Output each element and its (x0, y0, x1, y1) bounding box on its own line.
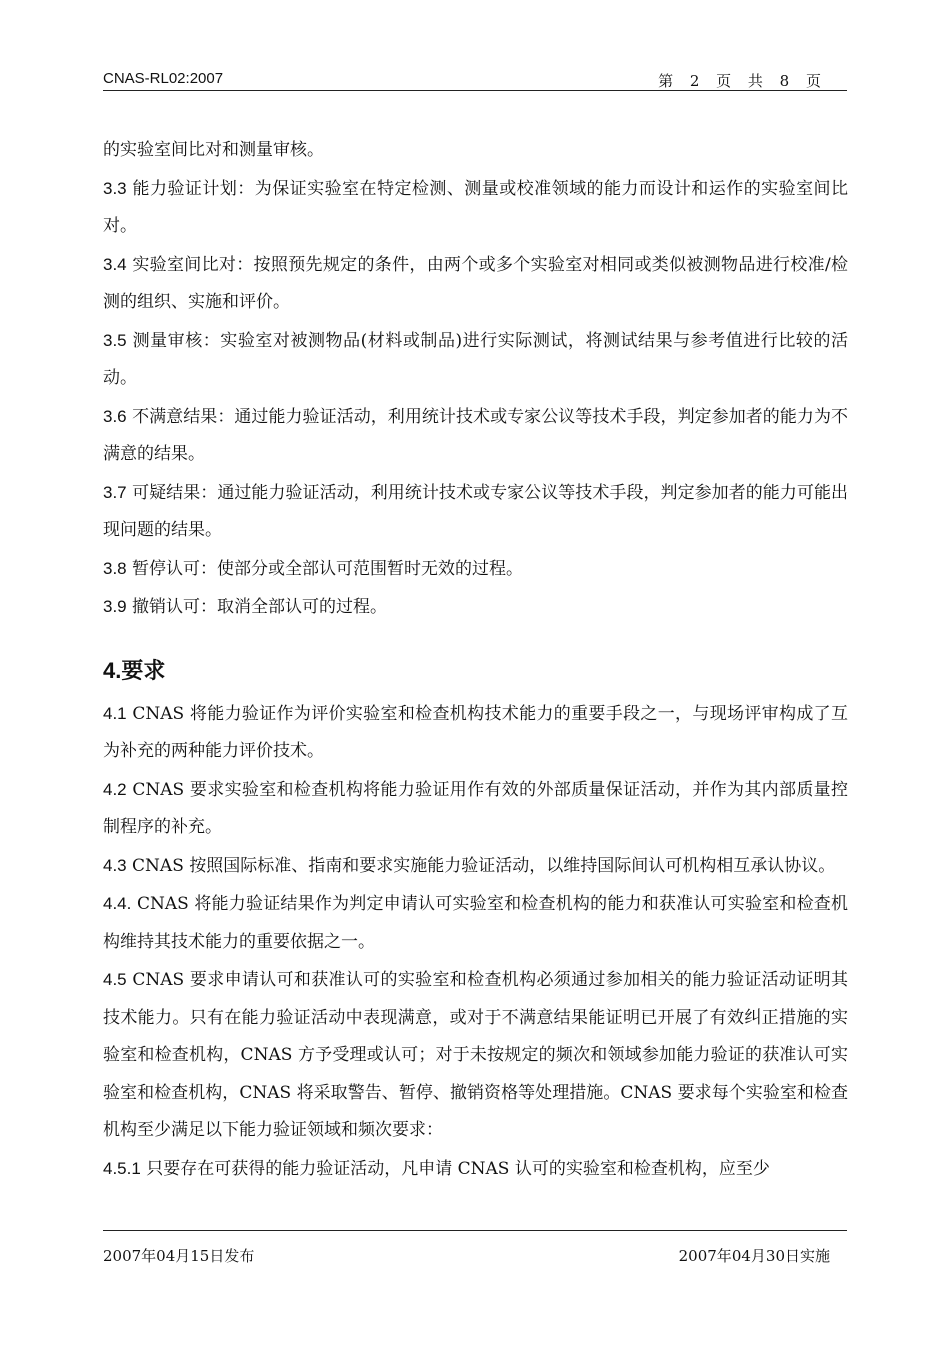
clause-text: CNAS 按照国际标准、指南和要求实施能力验证活动，以维持国际间认可机构相互承认协议。 (132, 855, 836, 876)
clause-item (103, 885, 848, 961)
clause-number: 3.3 (103, 178, 127, 198)
clause-text: 不满意结果：通过能力验证活动，利用统计技术或专家公议等技术手段，判定参加者的能力为不满意的结果。 (103, 406, 848, 464)
page-header (103, 66, 847, 91)
page-number: 第 2 页 共 8 页 (658, 72, 827, 90)
clause-text: CNAS 将能力验证结果作为判定申请认可实验室和检查机构的能力和获准认可实验室和检查机构维持其技术能力的重要依据之一。 (103, 894, 848, 952)
clause-text: 实验室间比对：按照预先规定的条件，由两个或多个实验室对相同或类似被测物品进行校准/检测的组织、实施和评价。 (103, 254, 848, 312)
clause-item (103, 170, 848, 246)
clause-number: 4.1 (103, 703, 127, 723)
clause-number: 4.4. (103, 894, 132, 913)
clause-number: 4.2 (103, 779, 127, 799)
clause-number: 4.3 (103, 855, 127, 875)
clause-item (103, 550, 848, 589)
clause-text: CNAS 将能力验证作为评价实验室和检查机构技术能力的重要手段之一，与现场评审构成了互为补充的两种能力评价技术。 (103, 703, 848, 761)
clause-text: 测量审核：实验室对被测物品(材料或制品)进行实际测试，将测试结果与参考值进行比较的活动。 (103, 330, 849, 388)
clause-number: 4.5 (103, 970, 127, 989)
clause-number: 3.5 (103, 330, 127, 350)
clause-item (103, 474, 848, 550)
clause-text: 只要存在可获得的能力验证活动，凡申请 CNAS 认可的实验室和检查机构，应至少 (146, 1158, 770, 1179)
document-body (103, 132, 848, 1188)
clause-item (103, 847, 848, 886)
clause-text: 暂停认可：使部分或全部认可范围暂时无效的过程。 (132, 558, 524, 579)
carried-line: 的实验室间比对和测量审核。 (103, 140, 324, 160)
clause-item (103, 588, 848, 627)
clause-item (103, 398, 848, 474)
issue-date: 2007年04月15日发布 (103, 1247, 255, 1265)
clause-text: CNAS 要求实验室和检查机构将能力验证用作有效的外部质量保证活动，并作为其内部质量控制程序的补充。 (103, 779, 848, 837)
clause-number: 3.6 (103, 406, 127, 426)
clause-item (103, 1150, 848, 1189)
clause-number: 4.5.1 (103, 1158, 141, 1178)
clause-item (103, 246, 848, 322)
clause-item (103, 322, 848, 398)
clause-item (103, 961, 848, 1150)
section-3-items (103, 170, 848, 627)
clause-number: 3.7 (103, 482, 127, 502)
effective-date: 2007年04月30日实施 (678, 1247, 830, 1265)
section-4-heading: 4.要求 (103, 657, 166, 683)
footer-divider (103, 1230, 847, 1231)
clause-text: CNAS 要求申请认可和获准认可的实验室和检查机构必须通过参加相关的能力验证活动证明其技术能力。只有在能力验证活动中表现满意，或对于不满意结果能证明已开展了有效纠正措施的实验室和检查机构，CNAS 方予受理或认可；对于未按规定的频次和领域参加能力验证的获准认可实验室和检查机构，CNAS 将采取警告、暂停、撤销资格等处理措施。CNAS 要求每个实验室和检查机构至少满足以下能力验证领域和频次要求： (103, 970, 848, 1140)
clause-text: 能力验证计划：为保证实验室在特定检测、测量或校准领域的能力而设计和运作的实验室间比对。 (103, 178, 849, 236)
clause-number: 3.4 (103, 254, 127, 274)
document-code: CNAS-RL02:2007 (103, 70, 224, 87)
clause-text: 撤销认可：取消全部认可的过程。 (132, 597, 388, 617)
clause-number: 3.9 (103, 597, 127, 616)
clause-text: 可疑结果：通过能力验证活动，利用统计技术或专家公议等技术手段，判定参加者的能力可能出现问题的结果。 (103, 482, 848, 540)
section-4-items (103, 695, 848, 1189)
clause-item (103, 695, 848, 771)
clause-number: 3.8 (103, 558, 127, 578)
clause-item (103, 771, 848, 847)
